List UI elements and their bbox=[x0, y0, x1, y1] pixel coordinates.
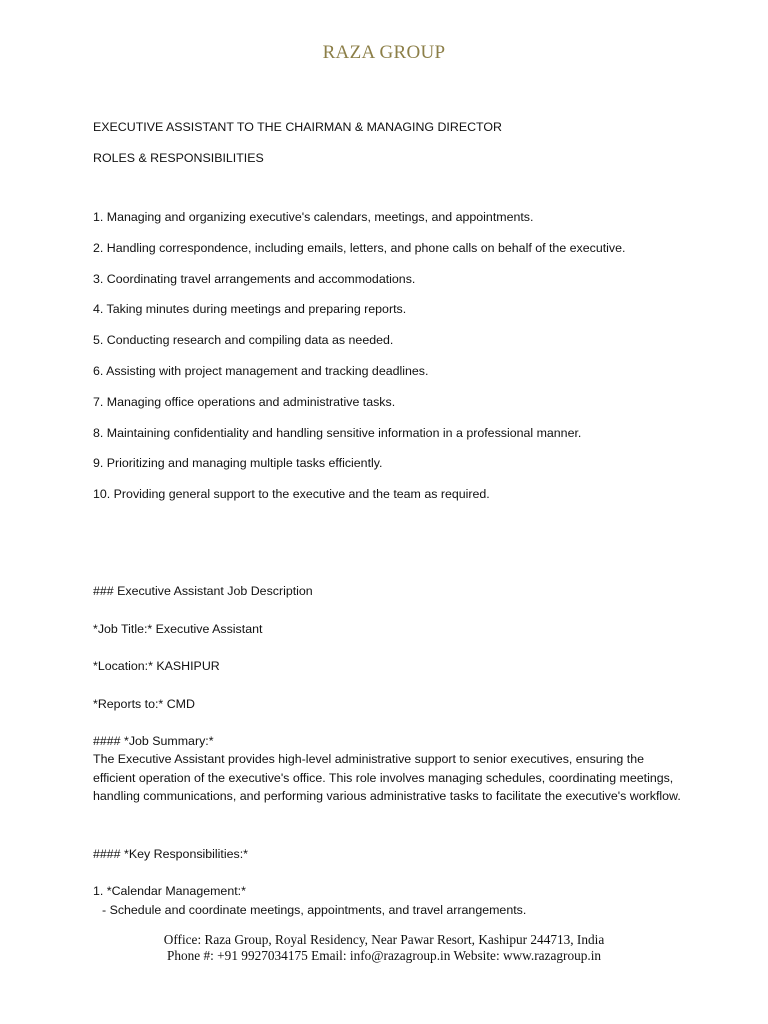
page-footer bbox=[0, 932, 768, 964]
company-logo-text: RAZA GROUP bbox=[322, 42, 446, 63]
list-item: 8. Maintaining confidentiality and handling sensitive information in a professional manner. bbox=[93, 425, 582, 440]
list-item: 3. Coordinating travel arrangements and accommodations. bbox=[93, 271, 416, 286]
list-item: 4. Taking minutes during meetings and preparing reports. bbox=[93, 302, 407, 317]
calendar-management-heading: 1. *Calendar Management:* bbox=[93, 884, 246, 898]
job-summary-text: The Executive Assistant provides high-level administrative support to senior executives, ensuring the efficient operation of the executive's office. This role involves managing schedules, coordinating meetings, handling communications, and performing various administrative tasks to facilitate the executive's workflow. bbox=[93, 752, 681, 804]
list-item: 2. Handling correspondence, including emails, letters, and phone calls on behalf of the executive. bbox=[93, 240, 626, 255]
footer-address: Office: Raza Group, Royal Residency, Near Pawar Resort, Kashipur 244713, India bbox=[163, 932, 605, 947]
list-item: 7. Managing office operations and administrative tasks. bbox=[93, 394, 396, 409]
job-title-line: *Job Title:* Executive Assistant bbox=[93, 622, 263, 636]
roles-heading: ROLES & RESPONSIBILITIES bbox=[93, 151, 264, 165]
roles-list bbox=[93, 209, 625, 517]
footer-contact: Phone #: +91 9927034175 Email: info@razagroup.in Website: www.razagroup.in bbox=[166, 948, 602, 963]
key-responsibilities-heading: #### *Key Responsibilities:* bbox=[93, 847, 248, 861]
list-item: 6. Assisting with project management and tracking deadlines. bbox=[93, 363, 429, 378]
calendar-management-bullet: - Schedule and coordinate meetings, appointments, and travel arrangements. bbox=[102, 903, 527, 917]
reports-to-line: *Reports to:* CMD bbox=[93, 697, 195, 711]
job-summary-heading: #### *Job Summary:* bbox=[93, 734, 214, 748]
list-item: 1. Managing and organizing executive's calendars, meetings, and appointments. bbox=[93, 210, 534, 224]
job-description-heading: ### Executive Assistant Job Description bbox=[93, 584, 313, 598]
document-title: EXECUTIVE ASSISTANT TO THE CHAIRMAN & MANAGING DIRECTOR bbox=[93, 120, 502, 134]
list-item: 9. Prioritizing and managing multiple tasks efficiently. bbox=[93, 456, 383, 471]
location-line: *Location:* KASHIPUR bbox=[93, 659, 220, 673]
list-item: 10. Providing general support to the executive and the team as required. bbox=[93, 487, 490, 502]
list-item: 5. Conducting research and compiling data as needed. bbox=[93, 333, 394, 348]
